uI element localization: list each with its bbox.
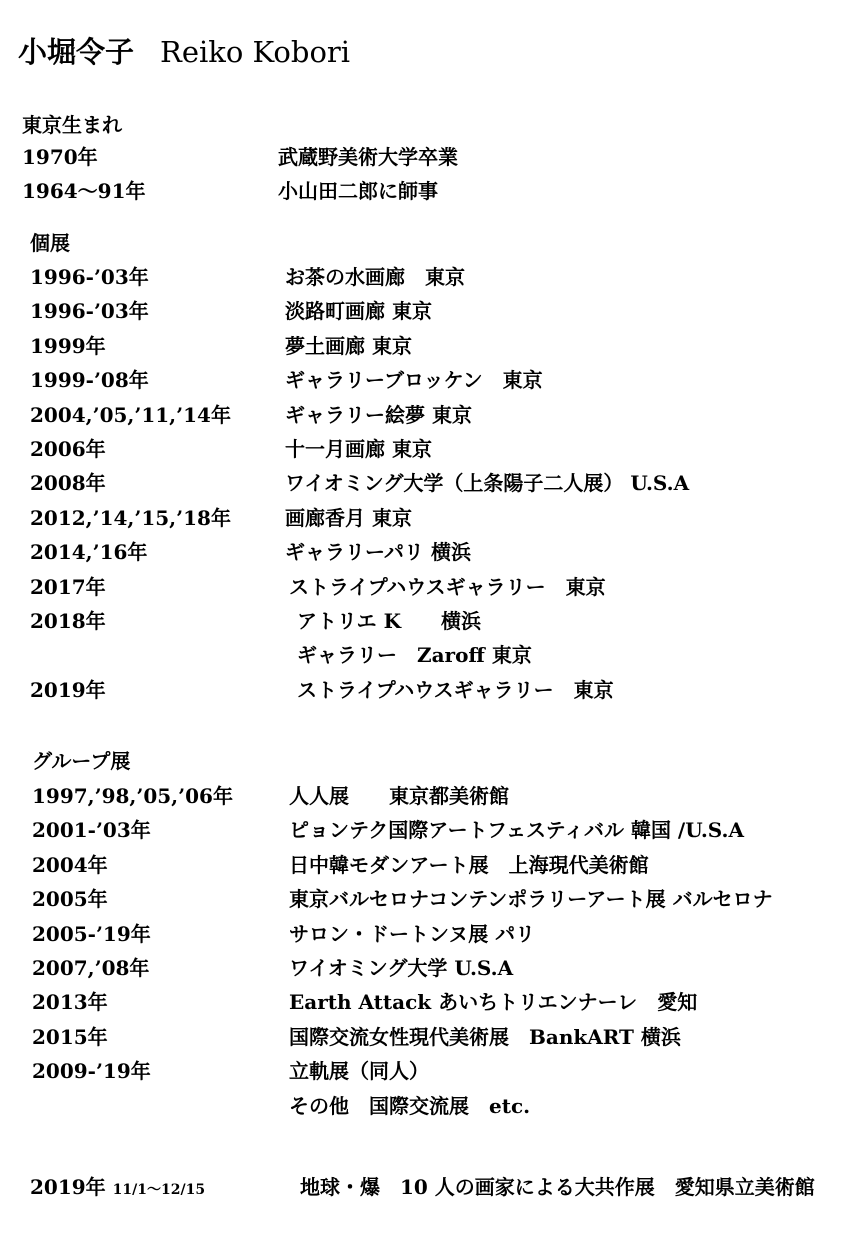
row-text: ギャラリーブロッケン 東京 [285, 368, 543, 393]
row-year: 2013年 [32, 990, 108, 1015]
row-text: 小山田二郎に師事 [278, 179, 438, 203]
row-text: ストライプハウスギャラリー 東京 [297, 677, 614, 702]
row-year: 2012,’14,’15,’18年 [30, 505, 231, 530]
title-english: Reiko Kobori [160, 35, 351, 69]
row-text: 夢土画廊 東京 [285, 333, 412, 358]
row-year: 2007,’08年 [32, 956, 150, 980]
title-japanese: 小堀令子 [18, 35, 135, 69]
row-year: 2004年 [32, 852, 108, 877]
row-text: ピョンテク国際アートフェスティバル 韓国 /U.S.A [289, 818, 745, 843]
row-text: 東京バルセロナコンテンポラリーアート展 バルセロナ [289, 887, 773, 912]
row-text: 立軌展（同人） [289, 1059, 429, 1084]
row-text: ワイオミング大学（上条陽子二人展） U.S.A [285, 471, 690, 496]
row-text: ギャラリー Zaroff 東京 [297, 643, 532, 668]
row-year: 2017年 [30, 574, 106, 599]
row-text: Earth Attack あいちトリエンナーレ 愛知 [289, 990, 698, 1015]
row-text: ストライプハウスギャラリー 東京 [289, 574, 606, 599]
row-text: アトリエ K 横浜 [297, 609, 481, 633]
row-year: 1999-’08年 [30, 368, 149, 393]
solo-heading: 個展 [30, 231, 70, 255]
footer-row [30, 1174, 205, 1203]
row-text: 人人展 東京都美術館 [289, 784, 509, 808]
row-year: 1996-’03年 [30, 299, 149, 324]
row-year: 2008年 [30, 471, 106, 496]
row-year: 2015年 [32, 1024, 108, 1049]
row-year: 1964～91年 [22, 179, 146, 203]
row-year: 2005年 [32, 887, 108, 912]
row-text: ワイオミング大学 U.S.A [289, 956, 514, 980]
row-year: 1999年 [30, 333, 106, 358]
bio-born: 東京生まれ [22, 113, 122, 137]
row-year: 1996-’03年 [30, 265, 149, 289]
row-text: 国際交流女性現代美術展 BankART 横浜 [289, 1024, 681, 1049]
row-year: 2014,’16年 [30, 540, 148, 565]
row-year: 1970年 [22, 145, 98, 169]
group-heading: グループ展 [32, 749, 131, 773]
row-text: お茶の水画廊 東京 [285, 265, 465, 289]
row-year: 1997,’98,’05,’06年 [32, 784, 233, 808]
row-year: 2006年 [30, 437, 106, 461]
row-text: 淡路町画廊 東京 [285, 299, 432, 324]
footer-text: 地球・爆 10 人の画家による大共作展 愛知県立美術館 [300, 1175, 815, 1199]
page-title [18, 30, 350, 71]
row-year: 2005-’19年 [32, 921, 151, 946]
row-text: 日中韓モダンアート展 上海現代美術館 [289, 852, 649, 877]
row-text: ギャラリー絵夢 東京 [285, 402, 472, 427]
row-text: 十一月画廊 東京 [285, 437, 432, 461]
footer-year: 2019年 [30, 1175, 106, 1199]
footer-dates: 11/1～12/15 [112, 1182, 206, 1198]
row-text: その他 国際交流展 etc. [289, 1093, 531, 1118]
row-text: ギャラリーパリ 横浜 [285, 540, 471, 565]
row-year: 2019年 [30, 677, 106, 702]
row-text: 画廊香月 東京 [285, 505, 412, 530]
row-year: 2004,’05,’11,’14年 [30, 402, 231, 427]
row-year: 2001-’03年 [32, 818, 151, 843]
row-text: サロン・ドートンヌ展 パリ [289, 921, 536, 946]
row-text: 武蔵野美術大学卒業 [278, 145, 458, 169]
row-year: 2009-’19年 [32, 1059, 151, 1084]
row-year: 2018年 [30, 609, 106, 633]
